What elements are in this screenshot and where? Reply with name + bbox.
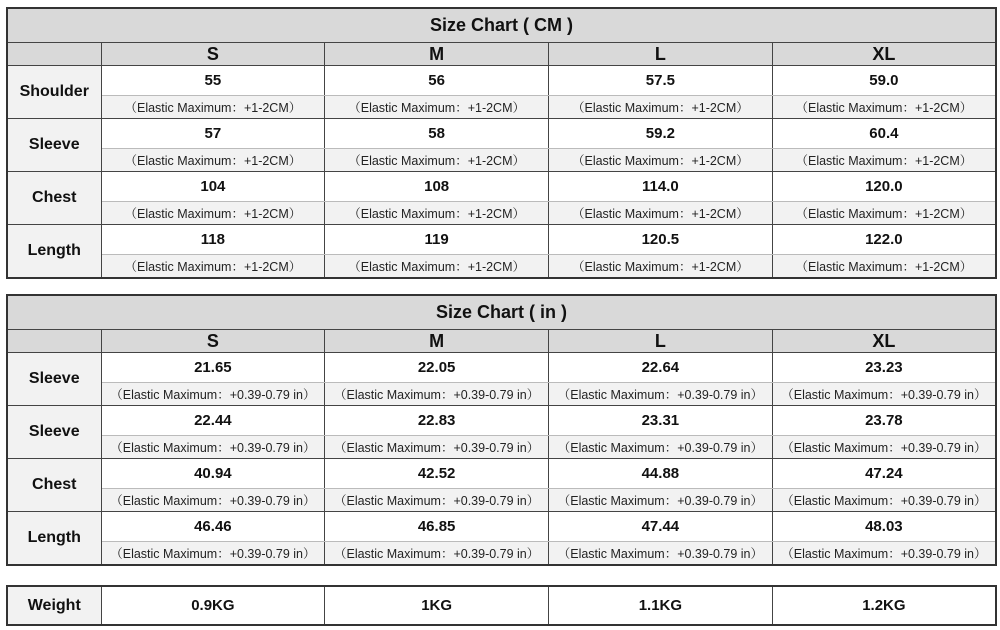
value-cell: 47.24 — [772, 459, 996, 489]
size-chart-cm — [6, 7, 997, 279]
elastic-note: （Elastic Maximum：+1-2CM） — [549, 149, 773, 172]
value-cell: 48.03 — [772, 512, 996, 542]
value-cell: 22.64 — [549, 353, 773, 383]
value-cell: 46.46 — [101, 512, 325, 542]
elastic-note: （Elastic Maximum：+1-2CM） — [325, 255, 549, 279]
value-cell: 44.88 — [549, 459, 773, 489]
elastic-note: （Elastic Maximum：+1-2CM） — [772, 255, 996, 279]
value-cell: 40.94 — [101, 459, 325, 489]
elastic-note: （Elastic Maximum：+1-2CM） — [101, 149, 325, 172]
row-label-sleeve: Sleeve — [7, 119, 101, 172]
row-label-length: Length — [7, 225, 101, 279]
elastic-note: （Elastic Maximum：+0.39-0.79 in） — [549, 383, 773, 406]
elastic-note: （Elastic Maximum：+1-2CM） — [101, 255, 325, 279]
size-header-s: S — [101, 330, 325, 353]
elastic-note: （Elastic Maximum：+0.39-0.79 in） — [772, 489, 996, 512]
row-label-chest: Chest — [7, 459, 101, 512]
elastic-note: （Elastic Maximum：+0.39-0.79 in） — [101, 489, 325, 512]
value-cell: 46.85 — [325, 512, 549, 542]
elastic-note: （Elastic Maximum：+0.39-0.79 in） — [772, 542, 996, 566]
value-cell: 60.4 — [772, 119, 996, 149]
value-cell: 55 — [101, 66, 325, 96]
row-label-chest: Chest — [7, 172, 101, 225]
value-cell: 22.44 — [101, 406, 325, 436]
value-cell: 56 — [325, 66, 549, 96]
value-cell: 42.52 — [325, 459, 549, 489]
size-header-xl: XL — [772, 43, 996, 66]
value-cell: 59.0 — [772, 66, 996, 96]
size-header-l: L — [549, 43, 773, 66]
weight-table — [6, 585, 997, 626]
elastic-note: （Elastic Maximum：+0.39-0.79 in） — [549, 542, 773, 566]
value-cell: 57.5 — [549, 66, 773, 96]
in-chart-title: Size Chart ( in ) — [7, 295, 996, 330]
value-cell: 118 — [101, 225, 325, 255]
value-cell: 23.31 — [549, 406, 773, 436]
row-label-sleeve: Sleeve — [7, 406, 101, 459]
weight-value-m: 1KG — [325, 586, 549, 625]
elastic-note: （Elastic Maximum：+0.39-0.79 in） — [101, 542, 325, 566]
value-cell: 122.0 — [772, 225, 996, 255]
size-header-xl: XL — [772, 330, 996, 353]
value-cell: 108 — [325, 172, 549, 202]
elastic-note: （Elastic Maximum：+0.39-0.79 in） — [325, 436, 549, 459]
value-cell: 119 — [325, 225, 549, 255]
elastic-note: （Elastic Maximum：+0.39-0.79 in） — [325, 542, 549, 566]
size-header-m: M — [325, 43, 549, 66]
value-cell: 120.5 — [549, 225, 773, 255]
cm-chart-title: Size Chart ( CM ) — [7, 8, 996, 43]
size-header-m: M — [325, 330, 549, 353]
size-chart-in — [6, 294, 997, 566]
elastic-note: （Elastic Maximum：+1-2CM） — [101, 96, 325, 119]
weight-value-xl: 1.2KG — [772, 586, 996, 625]
value-cell: 114.0 — [549, 172, 773, 202]
value-cell: 23.23 — [772, 353, 996, 383]
row-label-shoulder: Shoulder — [7, 66, 101, 119]
elastic-note: （Elastic Maximum：+0.39-0.79 in） — [101, 383, 325, 406]
size-header-l: L — [549, 330, 773, 353]
elastic-note: （Elastic Maximum：+1-2CM） — [325, 96, 549, 119]
value-cell: 58 — [325, 119, 549, 149]
corner-cell — [7, 43, 101, 66]
value-cell: 22.83 — [325, 406, 549, 436]
elastic-note: （Elastic Maximum：+1-2CM） — [772, 202, 996, 225]
elastic-note: （Elastic Maximum：+0.39-0.79 in） — [772, 383, 996, 406]
elastic-note: （Elastic Maximum：+1-2CM） — [325, 149, 549, 172]
elastic-note: （Elastic Maximum：+1-2CM） — [101, 202, 325, 225]
weight-value-s: 0.9KG — [101, 586, 325, 625]
elastic-note: （Elastic Maximum：+0.39-0.79 in） — [325, 383, 549, 406]
elastic-note: （Elastic Maximum：+0.39-0.79 in） — [549, 436, 773, 459]
elastic-note: （Elastic Maximum：+1-2CM） — [549, 202, 773, 225]
weight-value-l: 1.1KG — [549, 586, 773, 625]
elastic-note: （Elastic Maximum：+0.39-0.79 in） — [325, 489, 549, 512]
row-label-sleeve: Sleeve — [7, 353, 101, 406]
elastic-note: （Elastic Maximum：+1-2CM） — [325, 202, 549, 225]
elastic-note: （Elastic Maximum：+1-2CM） — [549, 96, 773, 119]
value-cell: 47.44 — [549, 512, 773, 542]
value-cell: 21.65 — [101, 353, 325, 383]
elastic-note: （Elastic Maximum：+0.39-0.79 in） — [772, 436, 996, 459]
weight-label: Weight — [7, 586, 101, 625]
corner-cell — [7, 330, 101, 353]
row-label-length: Length — [7, 512, 101, 566]
value-cell: 104 — [101, 172, 325, 202]
elastic-note: （Elastic Maximum：+1-2CM） — [549, 255, 773, 279]
value-cell: 22.05 — [325, 353, 549, 383]
value-cell: 57 — [101, 119, 325, 149]
value-cell: 23.78 — [772, 406, 996, 436]
value-cell: 59.2 — [549, 119, 773, 149]
value-cell: 120.0 — [772, 172, 996, 202]
elastic-note: （Elastic Maximum：+0.39-0.79 in） — [101, 436, 325, 459]
elastic-note: （Elastic Maximum：+0.39-0.79 in） — [549, 489, 773, 512]
size-header-s: S — [101, 43, 325, 66]
elastic-note: （Elastic Maximum：+1-2CM） — [772, 96, 996, 119]
elastic-note: （Elastic Maximum：+1-2CM） — [772, 149, 996, 172]
